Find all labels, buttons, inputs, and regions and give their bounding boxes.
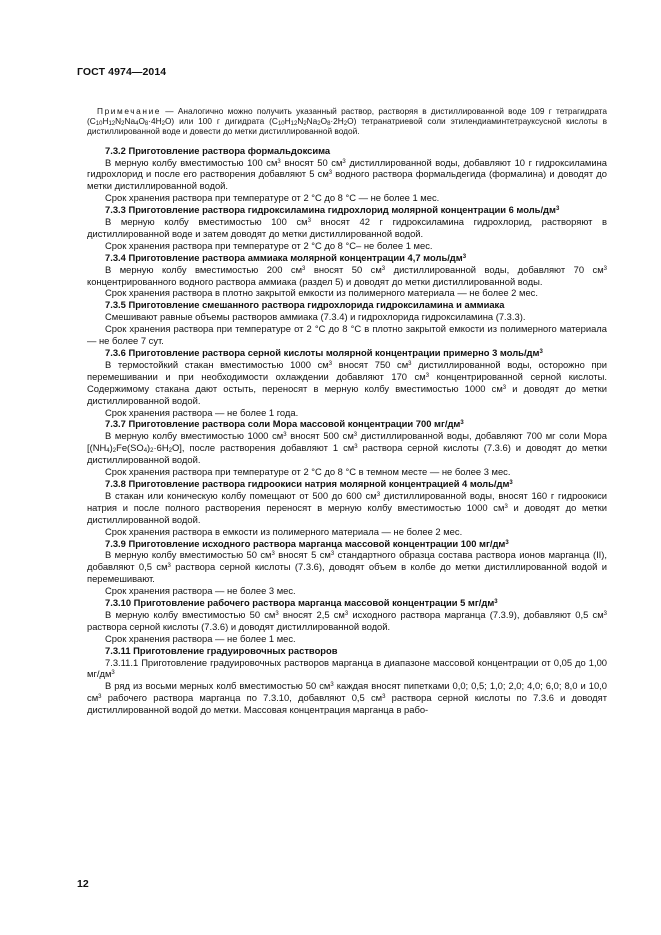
section-heading-7-3-6: 7.3.6 Приготовление раствора серной кислоты молярной концентрации примерно 3 моль/$дм^3$ bbox=[105, 347, 543, 359]
paragraph: В мерную колбу вместимостью 100 $см^3$ вносят 42 г гидроксиламина гидрохлорид, растворяют в дистиллированной воде и затем доводят до метки дистиллированной водой. bbox=[87, 216, 608, 239]
section-heading-7-3-5: 7.3.5 Приготовление смешанного раствора гидрохлорида гидроксиламина и аммиака bbox=[105, 299, 505, 311]
note-paragraph: Примечание — Аналогично можно получить указанный раствор, растворяя в дистиллированной воде 109 г тетрагидрата $(C_{10}H_{12}N_2Na_4O_8\cdot 4H_2O)$ или 100 г дигидрата $(C_{10}H_{12}N_2Na_2O_8\cdot 2H_2O)$ тетранатриевой соли этилендиаминтетрауксусной кислоты в дистиллированной воде и довести до метки дистиллированной водой. bbox=[87, 106, 607, 137]
paragraph: Срок хранения раствора в плотно закрытой емкости из полимерного материала — не более 2 мес. bbox=[105, 287, 538, 299]
paragraph: Срок хранения раствора при температуре от 2 °С до 8 °С– не более 1 мес. bbox=[105, 239, 433, 251]
paragraph: В ряд из восьми мерных колб вместимостью 50 $см^3$ каждая вносят пипетками 0,0; 0,5; 1,0; 2,0; 4,0; 6,0; 8,0 и 10,0 $см^3$ рабочего раствора марганца по 7.3.10, добавляют 0,5 $см^3$ раствора серной кислоты по 7.3.6 и доводят дистиллированной водой до метки. Массовая концентрация марганца в рабо- bbox=[87, 680, 607, 716]
page-content bbox=[87, 106, 607, 716]
paragraph: В стакан или коническую колбу помещают от 500 до 600 $см^3$ дистиллированной воды, вносят 160 г гидроокиси натрия и после полного растворения переносят в мерную колбу вместимостью 1000 $см^3$ и доводят до метки дистиллированной водой. bbox=[87, 489, 607, 525]
section-heading-7-3-10: 7.3.10 Приготовление рабочего раствора марганца массовой концентрации 5 $мг/дм^3$ bbox=[105, 597, 498, 609]
section-heading-7-3-4: 7.3.4 Приготовление раствора аммиака молярной концентрации 4,7 моль/$дм^3$ bbox=[105, 251, 467, 263]
paragraph: В мерную колбу вместимостью 200 $см^3$ вносят 50 $см^3$ дистиллированной воды, добавляют 70 $см^3$ концентрированного водного раствора аммиака (раздел 5) и доводят до метки дистиллированной воды. bbox=[87, 263, 608, 287]
paragraph: Смешивают равные объемы растворов аммиака (7.3.4) и гидрохлорида гидроксиламина (7.3.3). bbox=[105, 311, 526, 323]
paragraph: Срок хранения раствора при температуре от 2 °С до 8 °С — не более 1 мес. bbox=[105, 192, 440, 204]
paragraph: Срок хранения раствора при температуре от 2 °С до 8 °С в темном месте — не более 3 мес. bbox=[105, 466, 511, 478]
paragraph: Срок хранения раствора — не более 1 мес. bbox=[105, 632, 296, 644]
section-heading-7-3-3: 7.3.3 Приготовление раствора гидроксиламина гидрохлорид молярной концентрации 6 моль/$дм^3$ bbox=[105, 204, 560, 216]
paragraph: Срок хранения раствора в емкости из полимерного материала — не более 2 мес. bbox=[105, 525, 463, 537]
standard-header: ГОСТ 4974—2014 bbox=[77, 66, 167, 78]
section-heading-7-3-11: 7.3.11 Приготовление градуировочных растворов bbox=[105, 644, 338, 656]
section-heading-7-3-2: 7.3.2 Приготовление раствора формальдоксима bbox=[105, 144, 331, 156]
paragraph: В мерную колбу вместимостью 1000 $см^3$ вносят 500 $см^3$ дистиллированной воды, добавляют 700 мг соли Мора $[(NH_4)_2Fe(SO_4)_2\cdot 6H_2O]$, после растворения добавляют 1 $см^3$ раствора серной кислоты (7.3.6) и доводят до метки дистиллированной водой. bbox=[87, 430, 607, 466]
paragraph: Срок хранения раствора при температуре от 2 °С до 8 °С в плотно закрытой емкости из полимерного материала — не более 7 сут. bbox=[87, 323, 607, 347]
paragraph: В мерную колбу вместимостью 100 $см^3$ вносят 50 $см^3$ дистиллированной воды, добавляют 10 г гидроксиламина гидрохлорид и после его растворения добавляют 5 $см^3$ водного раствора формальдегида (формалина) и доводят до метки дистиллированной водой. bbox=[87, 156, 607, 192]
page-number: 12 bbox=[77, 878, 89, 890]
paragraph: 7.3.11.1 Приготовление градуировочных растворов марганца в диапазоне массовой концентрации от 0,05 до 1,00 $мг/дм^3$ bbox=[87, 656, 607, 680]
section-heading-7-3-8: 7.3.8 Приготовление раствора гидроокиси натрия молярной концентрацией 4 моль/$дм^3$ bbox=[105, 477, 513, 489]
paragraph: В термостойкий стакан вместимостью 1000 $см^3$ вносят 750 $см^3$ дистиллированной воды, осторожно при перемешивании и при необходимости охлаждении добавляют 170 $см^3$ концентрированной серной кислоты. Содержимому стакана дают остыть, переносят в мерную колбу вместимостью 1000 $см^3$ и доводят до метки дистиллированной водой. bbox=[87, 358, 607, 406]
section-heading-7-3-7: 7.3.7 Приготовление раствора соли Мора массовой концентрации 700 $мг/дм^3$ bbox=[105, 418, 464, 430]
note-lead: Примечание bbox=[97, 106, 162, 116]
section-heading-7-3-9: 7.3.9 Приготовление исходного раствора марганца массовой концентрации 100 $мг/дм^3$ bbox=[105, 537, 509, 549]
paragraph: Срок хранения раствора — не более 3 мес. bbox=[105, 585, 296, 597]
paragraph: В мерную колбу вместимостью 50 $см^3$ вносят 2,5 $см^3$ исходного раствора марганца (7.3.9), добавляют 0,5 $см^3$ раствора серной кислоты (7.3.6) и доводят дистиллированной водой. bbox=[87, 608, 607, 632]
paragraph: В мерную колбу вместимостью 50 $см^3$ вносят 5 $см^3$ стандартного образца состава раствора ионов марганца (II), добавляют 0,5 $см^3$ раствора серной кислоты (7.3.6), доводят объем в колбе до метки дистиллированной водой и перемешивают. bbox=[87, 549, 608, 585]
paragraph: Срок хранения раствора — не более 1 года. bbox=[105, 406, 299, 418]
